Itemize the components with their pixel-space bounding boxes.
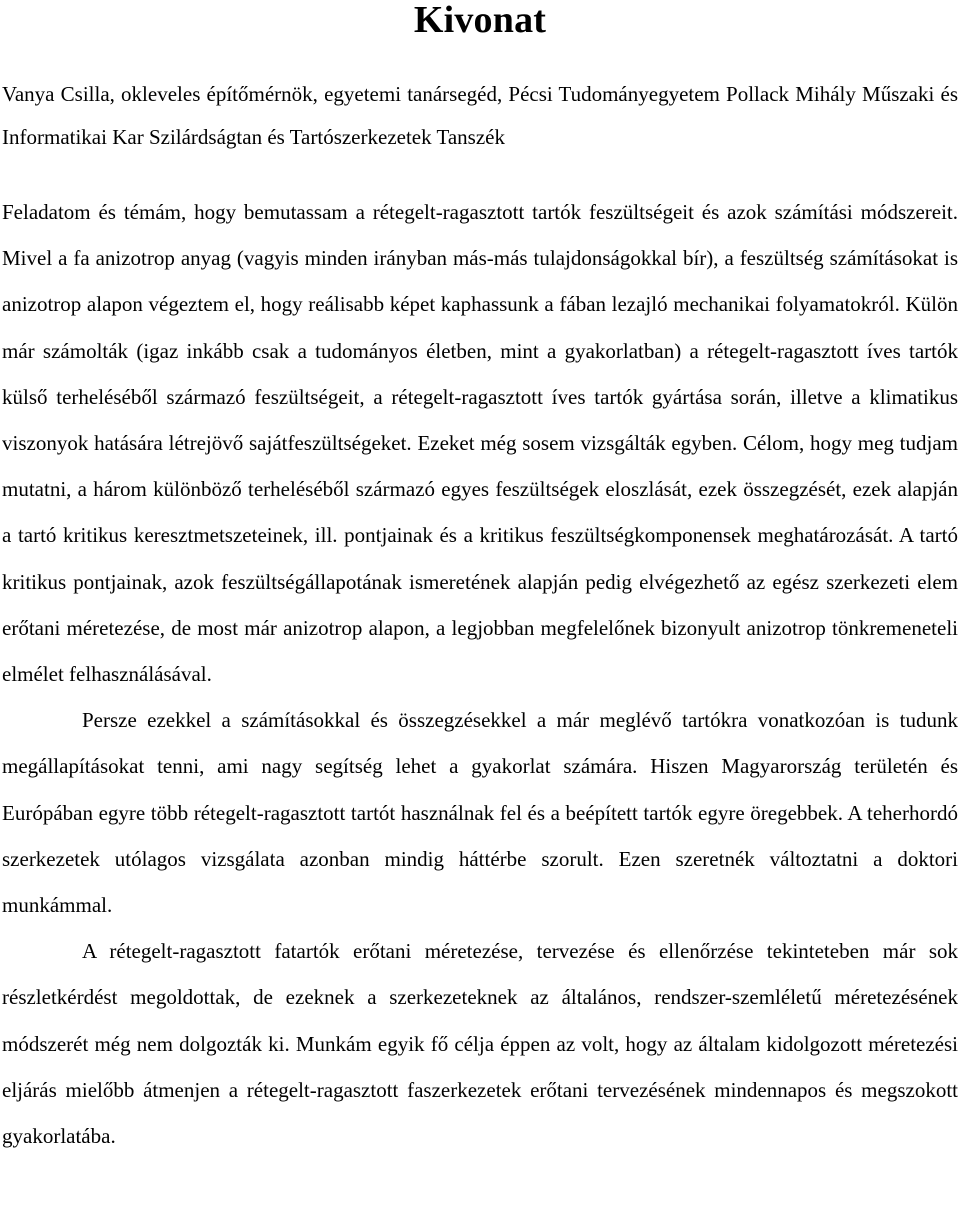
author-affiliation: Vanya Csilla, okleveles építőmérnök, egyetemi tanársegéd, Pécsi Tudományegyetem Pollack Mihály Műszaki és Informatikai Kar Szilárdságtan és Tartószerkezetek Tanszék — [2, 82, 958, 149]
body-paragraph-1: Feladatom és témám, hogy bemutassam a rétegelt-ragasztott tartók feszültségeit és azok számítási módszereit. Mivel a fa anizotrop anyag (vagyis minden irányban más-más tulajdonságokkal bír), a feszültség számításokat is anizotrop alapon végeztem el, hogy reálisabb képet kaphassunk a fában lezajló mechanikai folyamatokról. Külön már számolták (igaz inkább csak a tudományos életben, mint a gyakorlatban) a rétegelt-ragasztott íves tartók külső terheléséből származó feszültségeit, a rétegelt-ragasztott íves tartók gyártása során, illetve a klimatikus viszonyok hatására létrejövő sajátfeszültségeket. Ezeket még sosem vizsgálták egyben. Célom, hogy meg tudjam mutatni, a három különböző terheléséből származó egyes feszültségek eloszlását, ezek összegzését, ezek alapján a tartó kritikus keresztmetszeteinek, ill. pontjainak és a kritikus feszültségkomponensek meghatározását. A tartó kritikus pontjainak, azok feszültségállapotának ismeretének alapján pedig elvégezhető az egész szerkezeti elem erőtani méretezése, de most már anizotrop alapon, a legjobban megfelelőnek bizonyult anizotrop tönkremeneteli elmélet felhasználásával. — [2, 200, 958, 687]
body-paragraph-2: Persze ezekkel a számításokkal és összegzésekkel a már meglévő tartókra vonatkozóan is tudunk megállapításokat tenni, ami nagy segítség lehet a gyakorlat számára. Hiszen Magyarország területén és Európában egyre több rétegelt-ragasztott tartót használnak fel és a beépített tartók egyre öregebbek. A teherhordó szerkezetek utólagos vizsgálata azonban mindig háttérbe szorult. Ezen szeretnék változtatni a doktori munkámmal. — [2, 708, 958, 918]
body-paragraph-3: A rétegelt-ragasztott fatartók erőtani méretezése, tervezése és ellenőrzése tekinteteben már sok részletkérdést megoldottak, de ezeknek a szerkezeteknek az általános, rendszer-szemléletű méretezésének módszerét még nem dolgozták ki. Munkám egyik fő célja éppen az volt, hogy az általam kidolgozott méretezési eljárás mielőbb átmenjen a rétegelt-ragasztott faszerkezetek erőtani tervezésének mindennapos és megszokott gyakorlatába. — [2, 939, 958, 1149]
page-title: Kivonat — [413, 0, 547, 41]
